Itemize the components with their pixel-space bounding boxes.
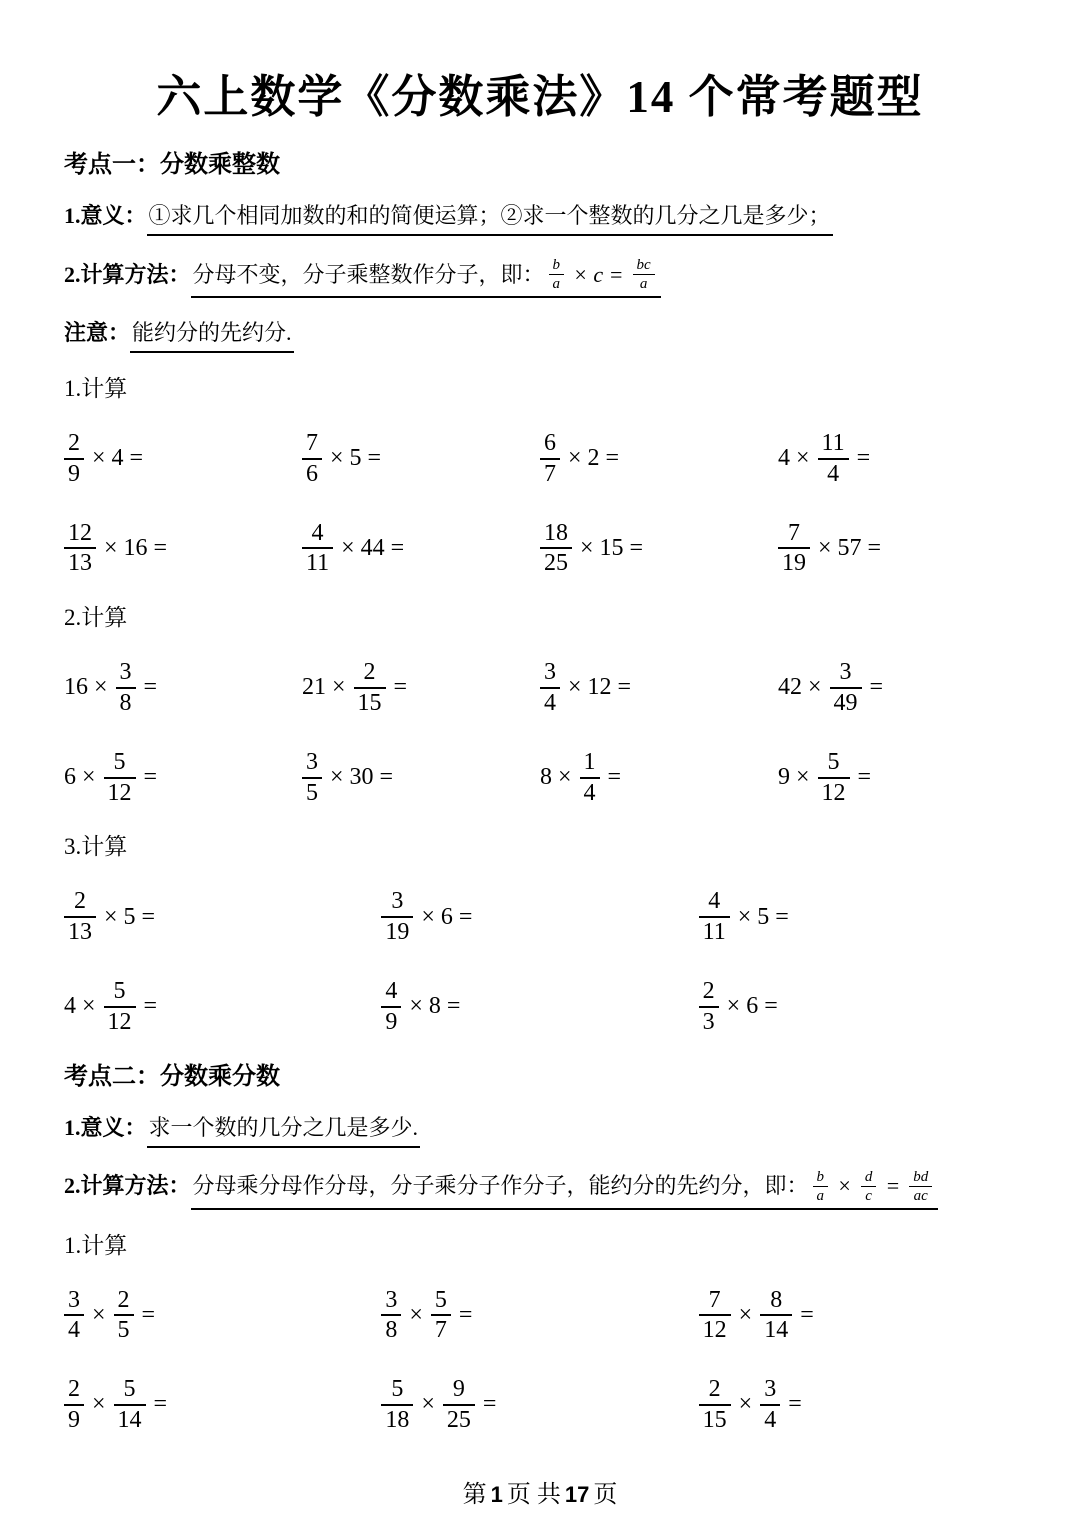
- problem-text: =: [856, 445, 871, 472]
- problem-text: × 5 =: [737, 903, 789, 930]
- fraction: [778, 519, 810, 579]
- fraction: [64, 1286, 84, 1346]
- fraction-denominator: 7: [434, 1317, 447, 1344]
- definition-line: [64, 1113, 1016, 1148]
- fraction-denominator: 4: [583, 779, 596, 806]
- fraction: [381, 887, 413, 947]
- section-heading: 考点一：分数乘整数: [64, 152, 280, 178]
- problem-text: =: [458, 1301, 473, 1328]
- fraction-denominator: a: [639, 276, 648, 292]
- fraction: [114, 1286, 134, 1346]
- fraction: [813, 1168, 829, 1205]
- math-problem: [778, 748, 871, 808]
- fraction-denominator: 25: [446, 1406, 471, 1433]
- fraction-denominator: 19: [385, 919, 410, 946]
- fraction-denominator: 9: [68, 460, 80, 487]
- fraction: [104, 748, 136, 808]
- fraction-numerator: bc: [636, 257, 651, 273]
- fraction-numerator: 5: [113, 748, 126, 775]
- math-problem: [778, 519, 881, 579]
- math-problem: [540, 429, 619, 489]
- math-problem: [302, 429, 381, 489]
- fraction-denominator: 19: [782, 550, 806, 577]
- fraction: [699, 1375, 731, 1435]
- fraction: [302, 429, 322, 489]
- fraction-numerator: 2: [363, 659, 376, 686]
- fraction-numerator: d: [864, 1168, 873, 1185]
- problem-text: × 6 =: [421, 903, 473, 930]
- problem-text: =: [141, 1301, 156, 1328]
- content-text: 求一个数的几分之几是多少.: [148, 1114, 419, 1140]
- fraction: [64, 429, 84, 489]
- math-problem: [699, 1286, 814, 1346]
- problem-text: ×: [92, 1301, 106, 1328]
- fraction: [540, 519, 572, 579]
- definition-line: [64, 256, 1016, 298]
- math-problem: [302, 748, 393, 808]
- fraction: [381, 1375, 413, 1435]
- footer-label-after: 页: [593, 1482, 618, 1508]
- formula-text: ×: [837, 1173, 852, 1199]
- footer-label-middle: 页 共: [506, 1482, 561, 1508]
- fraction-denominator: 14: [764, 1317, 789, 1344]
- problem-grid: [64, 429, 1016, 578]
- problem-grid: [64, 1286, 1016, 1435]
- definition-line: [64, 318, 1016, 353]
- fraction-numerator: 5: [827, 748, 840, 775]
- underlined-content: [147, 201, 833, 236]
- math-problem: [699, 1375, 802, 1435]
- fraction-denominator: 14: [117, 1406, 142, 1433]
- fraction-numerator: 12: [68, 519, 92, 546]
- fraction-numerator: 2: [68, 1376, 80, 1403]
- math-problem: [64, 1375, 167, 1435]
- fraction: [699, 977, 719, 1037]
- problem-text: × 8 =: [409, 993, 461, 1020]
- content-text: 分母不变，分子乘整数作分子，即：: [192, 261, 545, 287]
- fraction-numerator: 2: [708, 1376, 721, 1403]
- problem-text: =: [607, 764, 622, 791]
- fraction-denominator: 15: [357, 689, 382, 716]
- fraction: [760, 1286, 792, 1346]
- page-title: 六上数学《分数乘法》14 个常考题型: [156, 72, 924, 122]
- problem-text: × 16 =: [104, 534, 168, 561]
- fraction: [381, 977, 401, 1037]
- fraction-denominator: a: [552, 276, 561, 292]
- fraction: [104, 977, 136, 1037]
- fraction-numerator: 5: [113, 977, 126, 1004]
- problem-grid: [64, 887, 1016, 1036]
- problem-text: × 44 =: [341, 534, 405, 561]
- fraction: [64, 519, 96, 579]
- fraction-numerator: b: [816, 1168, 825, 1185]
- fraction-denominator: 6: [306, 460, 318, 487]
- fraction-numerator: 7: [306, 430, 318, 456]
- problem-text: =: [869, 674, 884, 701]
- fraction-denominator: c: [865, 1187, 872, 1204]
- fraction-denominator: 3: [702, 1008, 715, 1035]
- fraction: [861, 1168, 877, 1205]
- fraction: [580, 748, 600, 808]
- problem-grid: [64, 658, 1016, 807]
- math-problem: [64, 887, 155, 947]
- fraction-numerator: 8: [770, 1286, 783, 1313]
- math-problem: [64, 519, 167, 579]
- fraction-numerator: 1: [583, 748, 596, 775]
- fraction: [699, 887, 730, 947]
- math-problem: [381, 1286, 472, 1346]
- fraction-numerator: 4: [385, 977, 398, 1004]
- fraction-denominator: 8: [385, 1317, 398, 1344]
- exercise-subheading: 2.计算: [64, 605, 128, 631]
- fraction-numerator: 3: [764, 1376, 777, 1403]
- problem-text: × 5 =: [330, 445, 382, 472]
- fraction: [443, 1375, 475, 1435]
- fraction-numerator: 3: [385, 1286, 398, 1313]
- math-problem: [540, 519, 643, 579]
- problem-text: × 12 =: [568, 674, 632, 701]
- fraction-denominator: 5: [306, 779, 318, 806]
- fraction-denominator: 13: [68, 919, 92, 946]
- problem-text: 4 ×: [64, 993, 96, 1020]
- content-text: 分母乘分母作分母，分子乘分子作分子，能约分的先约分，即：: [192, 1173, 809, 1199]
- fraction: [431, 1286, 451, 1346]
- problem-text: ×: [738, 1391, 753, 1418]
- fraction-numerator: 5: [434, 1286, 447, 1313]
- fraction-denominator: 4: [68, 1317, 80, 1344]
- problem-text: × 15 =: [580, 534, 644, 561]
- fraction-denominator: 49: [833, 689, 858, 716]
- fraction-numerator: 3: [306, 748, 318, 775]
- fraction-denominator: 7: [544, 460, 556, 487]
- problem-text: 8 ×: [540, 764, 572, 791]
- math-problem: [699, 887, 789, 947]
- fraction-numerator: 3: [391, 888, 404, 915]
- fraction: [830, 658, 862, 718]
- fraction-numerator: 18: [544, 519, 568, 546]
- problem-text: ×: [92, 1391, 106, 1418]
- problem-text: =: [788, 1391, 802, 1418]
- fraction-numerator: 3: [839, 659, 852, 686]
- math-problem: [302, 658, 407, 718]
- fraction: [818, 748, 850, 808]
- fraction-numerator: 5: [391, 1376, 404, 1403]
- math-problem: [381, 977, 460, 1037]
- footer-label-before: 第: [462, 1482, 487, 1508]
- problem-text: × 57 =: [818, 534, 882, 561]
- line-label: 1.意义：: [64, 203, 147, 228]
- fraction-numerator: b: [552, 257, 561, 273]
- exercise-subheading: 3.计算: [64, 834, 128, 860]
- math-problem: [302, 519, 404, 579]
- problem-text: × 5 =: [104, 903, 156, 930]
- fraction-denominator: 11: [702, 919, 726, 946]
- line-label: 注意：: [64, 320, 131, 345]
- underlined-content: [147, 1113, 421, 1148]
- fraction-numerator: 9: [452, 1376, 465, 1403]
- fraction-numerator: 7: [708, 1286, 721, 1313]
- fraction: [549, 256, 565, 293]
- formula-text: =: [885, 1173, 901, 1199]
- fraction-numerator: 11: [821, 430, 845, 456]
- fraction-denominator: 18: [385, 1406, 410, 1433]
- definition-line: [64, 201, 1016, 236]
- fraction: [302, 519, 333, 579]
- section-heading: 考点二：分数乘分数: [64, 1063, 280, 1090]
- fraction: [633, 256, 655, 293]
- page-footer: [0, 1474, 1080, 1509]
- fraction-numerator: 3: [544, 659, 556, 686]
- line-label: 1.意义：: [64, 1114, 147, 1140]
- problem-text: 42 ×: [778, 674, 822, 701]
- underlined-content: [191, 1168, 939, 1210]
- fraction: [354, 658, 386, 718]
- fraction: [818, 429, 849, 489]
- exercise-subheading: 1.计算: [64, 1232, 128, 1258]
- line-label: 2.计算方法：: [64, 1173, 191, 1199]
- fraction-numerator: 5: [123, 1376, 136, 1403]
- fraction: [302, 748, 322, 808]
- problem-text: × 2 =: [568, 445, 620, 472]
- fraction-denominator: 4: [827, 460, 840, 487]
- fraction: [64, 887, 96, 947]
- problem-text: 6 ×: [64, 764, 96, 791]
- fraction-denominator: 12: [702, 1317, 727, 1344]
- problem-text: =: [800, 1301, 814, 1328]
- problem-text: =: [143, 674, 158, 701]
- problem-text: × 6 =: [726, 993, 778, 1020]
- fraction-numerator: 3: [119, 659, 132, 686]
- fraction-denominator: 11: [306, 550, 330, 577]
- fraction-numerator: 2: [74, 888, 86, 915]
- fraction-numerator: 3: [68, 1286, 80, 1313]
- math-problem: [381, 887, 472, 947]
- problem-text: × 30 =: [330, 764, 394, 791]
- problem-text: =: [482, 1391, 497, 1418]
- fraction-numerator: 2: [68, 430, 80, 456]
- fraction: [540, 429, 560, 489]
- problem-text: 21 ×: [302, 674, 346, 701]
- fraction-denominator: 12: [821, 779, 846, 806]
- fraction-denominator: 5: [117, 1317, 130, 1344]
- problem-text: ×: [409, 1301, 423, 1328]
- underlined-content: [191, 256, 661, 298]
- content-text: 能约分的先约分.: [132, 320, 292, 345]
- fraction: [760, 1375, 780, 1435]
- math-problem: [64, 658, 157, 718]
- fraction-denominator: 4: [544, 689, 556, 716]
- fraction-denominator: 9: [68, 1406, 80, 1433]
- fraction-denominator: 8: [119, 689, 132, 716]
- math-problem: [778, 658, 883, 718]
- fraction: [114, 1375, 146, 1435]
- worksheet-content: [64, 149, 1016, 1435]
- fraction-numerator: bd: [913, 1168, 929, 1185]
- fraction-denominator: 13: [68, 550, 92, 577]
- fraction: [909, 1168, 932, 1205]
- fraction-denominator: ac: [913, 1187, 928, 1204]
- problem-text: =: [153, 1391, 168, 1418]
- problem-text: ×: [421, 1391, 435, 1418]
- definition-line: [64, 1168, 1016, 1210]
- problem-text: ×: [738, 1301, 753, 1328]
- problem-text: 16 ×: [64, 674, 108, 701]
- fraction-numerator: 6: [544, 430, 556, 456]
- math-problem: [64, 748, 157, 808]
- fraction-denominator: 4: [764, 1406, 777, 1433]
- fraction-numerator: 2: [117, 1286, 130, 1313]
- fraction: [699, 1286, 731, 1346]
- math-problem: [64, 429, 143, 489]
- problem-text: =: [143, 993, 158, 1020]
- math-problem: [64, 1286, 155, 1346]
- math-problem: [64, 977, 157, 1037]
- fraction-numerator: 7: [788, 519, 800, 546]
- math-problem: [778, 429, 870, 489]
- fraction-numerator: 4: [311, 519, 324, 546]
- math-problem: [699, 977, 778, 1037]
- problem-text: × 4 =: [92, 445, 144, 472]
- footer-page-number: 1: [490, 1482, 503, 1507]
- footer-total-pages: 17: [564, 1482, 590, 1507]
- formula-text: × c =: [573, 261, 624, 287]
- fraction: [540, 658, 560, 718]
- fraction-denominator: 12: [107, 779, 132, 806]
- math-problem: [540, 748, 621, 808]
- fraction: [116, 658, 136, 718]
- math-problem: [381, 1375, 496, 1435]
- line-label: 2.计算方法：: [64, 261, 191, 287]
- problem-text: =: [393, 674, 408, 701]
- content-text: ①求几个相同加数的和的简便运算；②求一个整数的几分之几是多少；: [148, 203, 831, 228]
- problem-text: 9 ×: [778, 764, 810, 791]
- problem-text: =: [857, 764, 872, 791]
- fraction-denominator: 15: [702, 1406, 727, 1433]
- fraction: [64, 1375, 84, 1435]
- fraction-denominator: 9: [385, 1008, 398, 1035]
- fraction: [381, 1286, 401, 1346]
- math-problem: [540, 658, 631, 718]
- underlined-content: [130, 318, 294, 353]
- fraction-denominator: a: [816, 1187, 825, 1204]
- fraction-numerator: 2: [702, 977, 715, 1004]
- exercise-subheading: 1.计算: [64, 376, 128, 401]
- fraction-denominator: 12: [107, 1008, 132, 1035]
- fraction-denominator: 25: [544, 550, 568, 577]
- problem-text: 4 ×: [778, 445, 810, 472]
- fraction-numerator: 4: [708, 888, 721, 915]
- problem-text: =: [143, 764, 158, 791]
